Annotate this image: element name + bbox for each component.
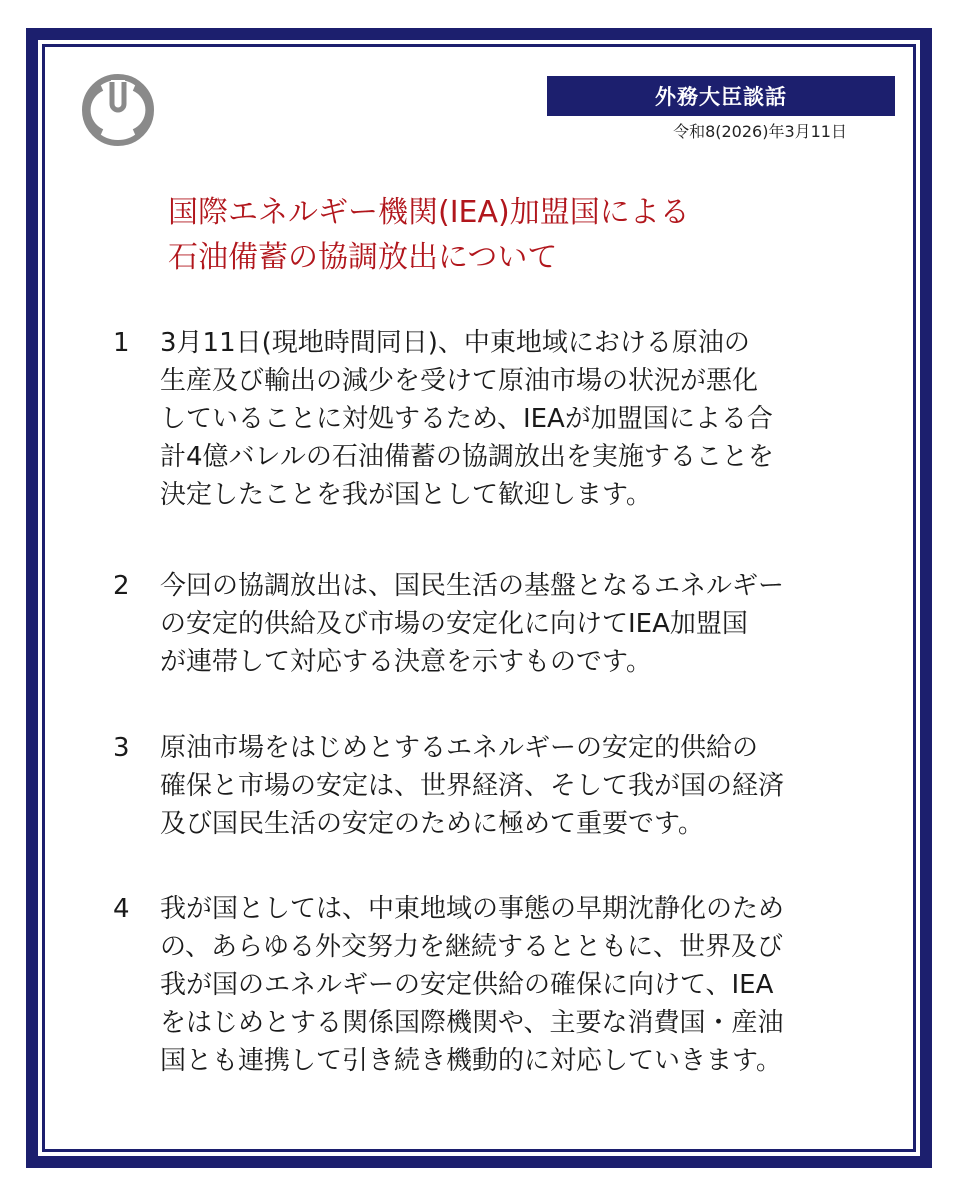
item-line: していることに対処するため、IEAが加盟国による合 — [160, 404, 773, 434]
item-line: の安定的供給及び市場の安定化に向けてIEA加盟国 — [160, 609, 748, 639]
title-line: 石油備蓄の協調放出について — [168, 240, 558, 275]
title-line: 国際エネルギー機関(IEA)加盟国による — [168, 195, 690, 230]
item-line: 計4億バレルの石油備蓄の協調放出を実施することを — [160, 442, 774, 472]
item-line: 決定したことを我が国として歓迎します。 — [160, 480, 652, 510]
item-line: 我が国としては、中東地域の事態の早期沈静化のため — [160, 894, 785, 924]
item-body — [160, 567, 860, 681]
item-line: 生産及び輸出の減少を受けて原油市場の状況が悪化 — [160, 366, 759, 396]
item-number: 1 — [113, 328, 130, 358]
item-line: 我が国のエネルギーの安定供給の確保に向けて、IEA — [160, 970, 774, 1000]
item-body — [160, 729, 860, 843]
item-line: 原油市場をはじめとするエネルギーの安定的供給の — [160, 733, 759, 763]
statement-date: 令和8(2026)年3月11日 — [673, 122, 847, 141]
item-number: 4 — [113, 894, 130, 924]
statement-type-label: 外務大臣談話 — [547, 76, 895, 116]
item-line: 今回の協調放出は、国民生活の基盤となるエネルギー — [160, 571, 785, 601]
item-body — [160, 324, 860, 514]
item-line: 確保と市場の安定は、世界経済、そして我が国の経済 — [160, 771, 785, 801]
statement-title — [168, 190, 868, 280]
item-line: 3月11日(現地時間同日)、中東地域における原油の — [160, 328, 750, 358]
item-line: の、あらゆる外交努力を継続するとともに、世界及び — [160, 932, 783, 962]
item-number: 3 — [113, 733, 130, 763]
item-line: 及び国民生活の安定のために極めて重要です。 — [160, 809, 704, 839]
ministry-emblem-icon — [82, 74, 154, 146]
item-body — [160, 890, 860, 1080]
item-line: 国とも連携して引き続き機動的に対応していきます。 — [160, 1046, 782, 1076]
item-number: 2 — [113, 571, 130, 601]
item-line: をはじめとする関係国際機関や、主要な消費国・産油 — [160, 1008, 784, 1038]
item-line: が連帯して対応する決意を示すものです。 — [160, 647, 652, 677]
